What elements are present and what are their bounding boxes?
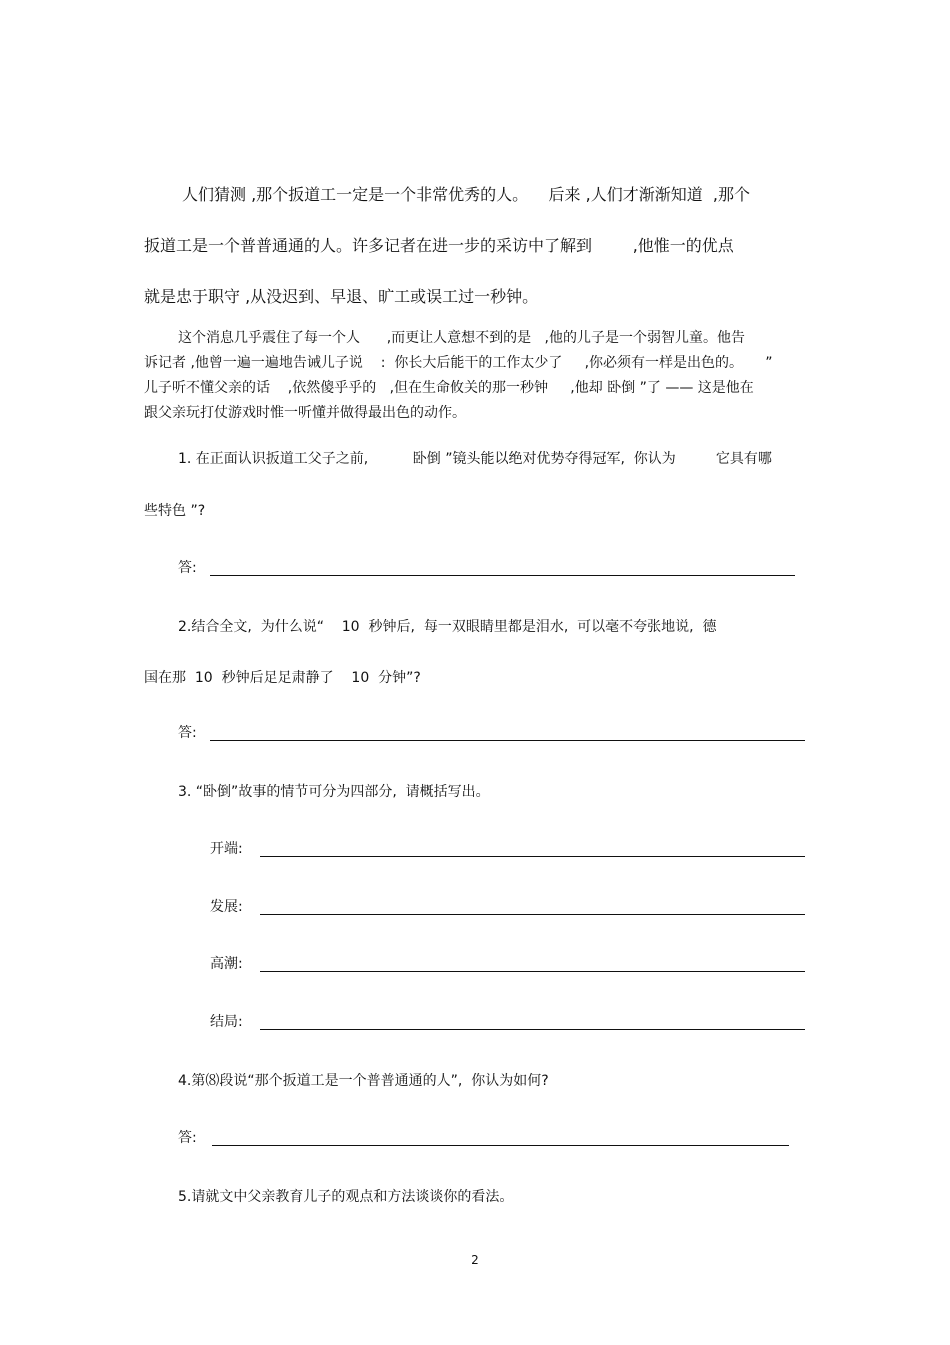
answer-field[interactable] <box>178 557 798 581</box>
answer-field-ending[interactable] <box>210 1011 808 1035</box>
answer-field[interactable] <box>178 722 808 746</box>
answer-line <box>210 740 805 741</box>
question-text: 国在那 10 秒钟后足足肃静了 10 分钟”? <box>144 670 421 686</box>
page-number: 2 <box>471 1253 479 1267</box>
answer-field-development[interactable] <box>210 896 808 920</box>
answer-label: 结局: <box>210 1014 243 1030</box>
paragraph-line: 人们猜测 ,那个扳道工一定是一个非常优秀的人。 后来 ,人们才渐渐知道 ,那个 <box>182 185 750 204</box>
question-text: 1. 在正面认识扳道工父子之前, 卧倒 ”镜头能以绝对优势夺得冠军, 你认为 它具有哪 <box>178 451 772 467</box>
paragraph-line: 诉记者 ,他曾一遍一遍地告诫儿子说 : 你长大后能干的工作太少了 ,你必须有一样是出色的。 ” <box>144 355 773 371</box>
paragraph-line: 就是忠于职守 ,从没迟到、早退、旷工或误工过一秒钟。 <box>144 287 539 306</box>
answer-label: 发展: <box>210 899 243 915</box>
question-text: 3. “卧倒”故事的情节可分为四部分, 请概括写出。 <box>178 784 490 800</box>
question-text: 些特色 ”? <box>144 503 206 519</box>
answer-label: 答: <box>178 1130 197 1146</box>
answer-field-climax[interactable] <box>210 953 808 977</box>
answer-label: 答: <box>178 560 197 576</box>
answer-label: 高潮: <box>210 956 243 972</box>
answer-line <box>210 575 795 576</box>
answer-line <box>260 914 805 915</box>
answer-field-opening[interactable] <box>210 838 808 862</box>
question-text: 5.请就文中父亲教育儿子的观点和方法谈谈你的看法。 <box>178 1189 514 1205</box>
answer-line <box>260 971 805 972</box>
question-text: 2.结合全文, 为什么说“ 10 秒钟后, 每一双眼睛里都是泪水, 可以毫不夸张地说, 德 <box>178 619 717 635</box>
paragraph-line: 儿子听不懂父亲的话 ,依然傻乎乎的 ,但在生命攸关的那一秒钟 ,他却 卧倒 ”了 —— 这是他在 <box>144 380 754 396</box>
answer-line <box>260 1029 805 1030</box>
answer-label: 开端: <box>210 841 243 857</box>
answer-line <box>260 856 805 857</box>
answer-field[interactable] <box>178 1127 792 1151</box>
question-text: 4.第⑻段说“那个扳道工是一个普普通通的人”, 你认为如何? <box>178 1073 549 1089</box>
paragraph-line: 跟父亲玩打仗游戏时惟一听懂并做得最出色的动作。 <box>144 405 466 421</box>
answer-label: 答: <box>178 725 197 741</box>
paragraph-line: 扳道工是一个普普通通的人。许多记者在进一步的采访中了解到 ,他惟一的优点 <box>144 236 734 255</box>
answer-line <box>212 1145 789 1146</box>
paragraph-line: 这个消息几乎震住了每一个人 ,而更让人意想不到的是 ,他的儿子是一个弱智儿童。他告 <box>178 330 745 346</box>
